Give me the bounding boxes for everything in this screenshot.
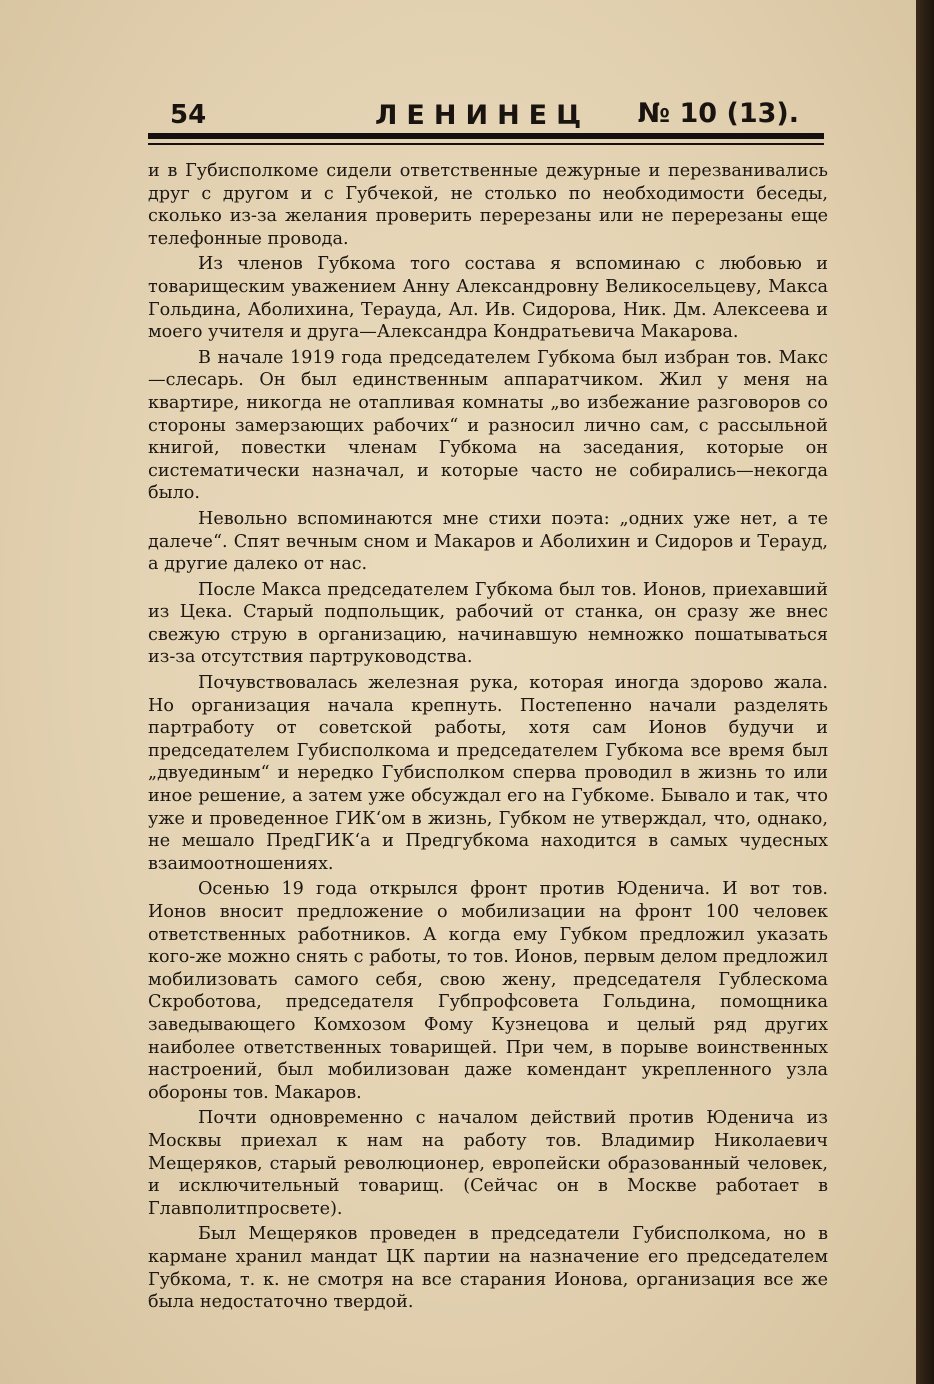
header-rule-thick: [148, 133, 824, 139]
paragraph-9: Был Мещеряков проведен в председатели Губисполкома, но в кармане хранил мандат ЦК партии на назначение его председателем Губкома, т. к. не смотря на все старания Ионова, организация все же была недостаточно твердой.: [148, 1224, 828, 1313]
paragraph-8: Почти одновременно с началом действий против Юденича из Москвы приехал к нам на работу тов. Владимир Николаевич Мещеряков, старый революционер, европейски образованный человек, и исключительный товарищ. (Сейчас он в Москве работает в Главполитпросвете).: [148, 1108, 828, 1219]
header-rule-thin: [148, 143, 824, 145]
paragraph-2: Из членов Губкома того состава я вспоминаю с любовью и товарищеским уважением Анну Александровну Великосельцеву, Макса Гольдина, Аболихина, Терауда, Ал. Ив. Сидорова, Ник. Дм. Алексеева и моего учителя и друга—Александра Кондратьевича Макарова.: [148, 254, 828, 343]
page-number: 54: [170, 100, 207, 130]
paragraph-4: Невольно вспоминаются мне стихи поэта: „одних уже нет, а те далече“. Спят вечным сном и Макаров и Аболихин и Сидоров и Терауд, а другие далеко от нас.: [148, 508, 828, 575]
paragraph-1: и в Губисполкоме сидели ответственные дежурные и перезванивались друг с другом и с Губчекой, не столько по необходимости беседы, сколько из-за желания проверить перерезаны или не перерезаны еще телефонные провода.: [148, 161, 828, 249]
paragraph-7: Осенью 19 года открылся фронт против Юденича. И вот тов. Ионов вносит предложение о мобилизации на фронт 100 человек ответственных работников. А когда ему Губком предложил указать кого-же можно снять с работы, то тов. Ионов, первым делом предложил мобилизовать самого себя, свою жену, председателя Гублескома Скроботова, председателя Губпрофсовета Гольдина, помощника заведывающего Комхозом Фому Кузнецова и целый ряд других наиболее ответственных товарищей. При чем, в порыве воинственных настроений, был мобилизован даже комендант укрепленного узла обороны тов. Макаров.: [148, 879, 828, 1103]
paragraph-6: Почувствовалась железная рука, которая иногда здорово жала. Но организация начала крепнуть. Постепенно начали разделять партработу от советской работы, хотя сам Ионов будучи и председателем Губисполкома и председателем Губкома все время был „двуединым“ и нередко Губисполком сперва проводил в жизнь то или иное решение, а затем уже обсуждал его на Губкоме. Бывало и так, что уже и проведенное ГИК‘ом в жизнь, Губком не утверждал, что, однако, не мешало ПредГИК‘а и Предгубкома находится в самых чудесных взаимоотношениях.: [148, 673, 828, 874]
page-header: [170, 98, 825, 138]
journal-title: ЛЕНИНЕЦ: [375, 100, 591, 131]
article-body: [148, 160, 828, 1314]
book-spine: [916, 0, 934, 1384]
issue-number: № 10 (13).: [637, 98, 799, 129]
paragraph-3: В начале 1919 года председателем Губкома был избран тов. Макс—слесарь. Он был единственным аппаратчиком. Жил у меня на квартире, никогда не отапливая комнаты „во избежание разговоров со стороны замерзающих рабочих“ и разносил лично сам, с рассыльной книгой, повестки членам Губкома на заседания, которые он систематически назначал, и которые часто не собирались—некогда было.: [148, 347, 828, 504]
paragraph-5: После Макса председателем Губкома был тов. Ионов, приехавший из Цека. Старый подпольщик, рабочий от станка, он сразу же внес свежую струю в организацию, начинавшую немножко пошатываться из-за отсутствия партруководства.: [148, 579, 828, 668]
